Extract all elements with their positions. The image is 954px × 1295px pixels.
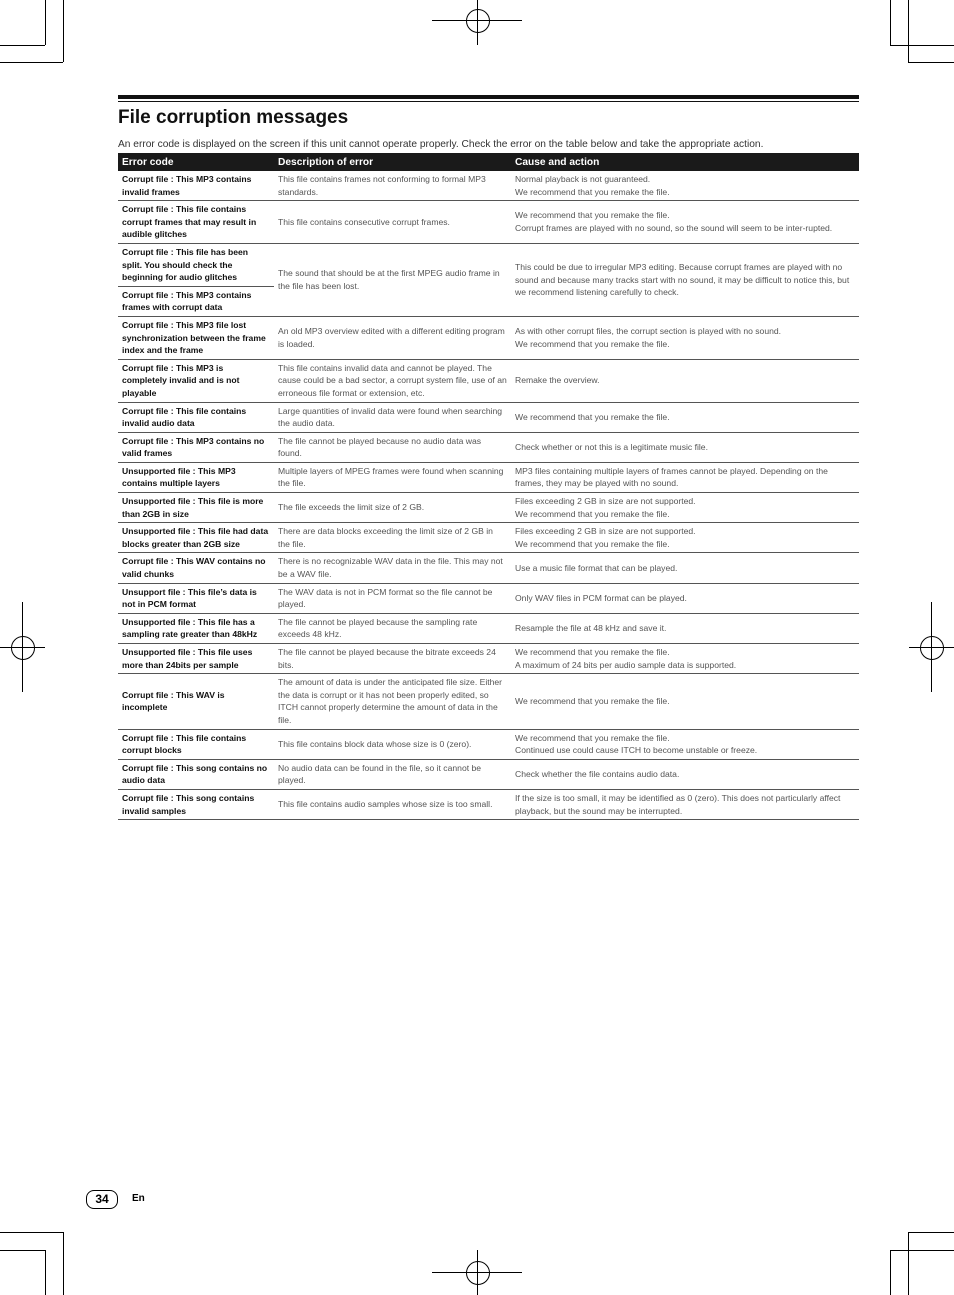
cause-cell: This could be due to irregular MP3 editing. Because corrupt frames are played with no sound and because many tracks start with no sound, it may be difficult to notice this, but we recommend listening carefully to check. — [511, 243, 859, 316]
crop-mark — [890, 1250, 954, 1251]
description-cell: Multiple layers of MPEG frames were found when scanning the file. — [274, 462, 511, 492]
cause-cell: We recommend that you remake the file. Continued use could cause ITCH to become unstable or freeze. — [511, 729, 859, 759]
error-code-cell: Corrupt file : This MP3 contains invalid frames — [118, 171, 274, 201]
description-cell: The file exceeds the limit size of 2 GB. — [274, 493, 511, 523]
cause-cell: Files exceeding 2 GB in size are not supported. We recommend that you remake the file. — [511, 493, 859, 523]
description-cell: This file contains frames not conforming to formal MP3 standards. — [274, 171, 511, 201]
crop-mark — [45, 0, 46, 45]
cause-cell: As with other corrupt files, the corrupt section is played with no sound. We recommend that you remake the file. — [511, 316, 859, 359]
cause-cell: MP3 files containing multiple layers of frames cannot be played. Depending on the frames, they may be played with no sound. — [511, 462, 859, 492]
crop-mark — [63, 0, 64, 62]
cause-cell: We recommend that you remake the file. Corrupt frames are played with no sound, so the sound will seem to be inter-rupted. — [511, 201, 859, 244]
cause-cell: Use a music file format that can be played. — [511, 553, 859, 583]
table-row — [118, 402, 859, 432]
description-cell: The WAV data is not in PCM format so the file cannot be played. — [274, 583, 511, 613]
table-row — [118, 493, 859, 523]
error-code-cell: Corrupt file : This WAV contains no valid chunks — [118, 553, 274, 583]
registration-circle — [11, 636, 35, 660]
description-cell: An old MP3 overview edited with a different editing program is loaded. — [274, 316, 511, 359]
cause-cell: Only WAV files in PCM format can be played. — [511, 583, 859, 613]
error-code-cell: Corrupt file : This file contains corrupt blocks — [118, 729, 274, 759]
table-row — [118, 243, 859, 286]
error-code-cell: Corrupt file : This file contains corrupt frames that may result in audible glitches — [118, 201, 274, 244]
error-code-cell: Corrupt file : This file has been split. You should check the beginning for audio glitches — [118, 243, 274, 286]
description-cell: No audio data can be found in the file, so it cannot be played. — [274, 759, 511, 789]
registration-circle — [920, 636, 944, 660]
crop-mark — [0, 45, 45, 46]
error-code-cell: Corrupt file : This WAV is incomplete — [118, 674, 274, 729]
intro-text: An error code is displayed on the screen if this unit cannot operate properly. Check the error on the table below and take the appropriate action. — [118, 139, 764, 150]
cause-cell: We recommend that you remake the file. — [511, 674, 859, 729]
description-cell: There are data blocks exceeding the limit size of 2 GB in the file. — [274, 523, 511, 553]
crop-mark — [63, 1232, 64, 1295]
table-row — [118, 553, 859, 583]
table-row — [118, 316, 859, 359]
language-label: En — [132, 1193, 145, 1204]
cause-cell: Remake the overview. — [511, 359, 859, 402]
error-code-cell: Unsupported file : This file uses more than 24bits per sample — [118, 644, 274, 674]
table-row — [118, 171, 859, 201]
error-code-cell: Unsupported file : This file has a sampling rate greater than 48kHz — [118, 613, 274, 643]
crop-mark — [908, 1232, 954, 1233]
error-code-cell: Corrupt file : This MP3 file lost synchronization between the frame index and the frame — [118, 316, 274, 359]
description-cell: This file contains audio samples whose size is too small. — [274, 789, 511, 819]
error-code-cell: Corrupt file : This MP3 contains frames with corrupt data — [118, 286, 274, 316]
table-row — [118, 583, 859, 613]
cause-cell: Files exceeding 2 GB in size are not supported. We recommend that you remake the file. — [511, 523, 859, 553]
description-cell: There is no recognizable WAV data in the file. This may not be a WAV file. — [274, 553, 511, 583]
description-cell: This file contains consecutive corrupt frames. — [274, 201, 511, 244]
description-cell: The amount of data is under the anticipated file size. Either the data is corrupt or it has not been properly edited, so ITCH cannot properly determine the amount of data in the file. — [274, 674, 511, 729]
table-row — [118, 462, 859, 492]
crop-mark — [908, 0, 909, 62]
crop-mark — [890, 0, 891, 45]
cause-cell: Normal playback is not guaranteed. We recommend that you remake the file. — [511, 171, 859, 201]
table-row — [118, 789, 859, 819]
cause-cell: Check whether or not this is a legitimate music file. — [511, 432, 859, 462]
description-cell: The file cannot be played because the bitrate exceeds 24 bits. — [274, 644, 511, 674]
table-row — [118, 759, 859, 789]
error-code-cell: Unsupported file : This MP3 contains multiple layers — [118, 462, 274, 492]
table-row — [118, 201, 859, 244]
error-code-cell: Corrupt file : This file contains invalid audio data — [118, 402, 274, 432]
column-header-description: Description of error — [274, 153, 511, 171]
error-code-cell: Unsupported file : This file is more than 2GB in size — [118, 493, 274, 523]
error-code-cell: Corrupt file : This MP3 is completely invalid and is not playable — [118, 359, 274, 402]
cause-cell: If the size is too small, it may be identified as 0 (zero). This does not particularly affect playback, but the sound may be interrupted. — [511, 789, 859, 819]
description-cell: The sound that should be at the first MPEG audio frame in the file has been lost. — [274, 243, 511, 316]
crop-mark — [0, 62, 63, 63]
table-row — [118, 729, 859, 759]
column-header-error-code: Error code — [118, 153, 274, 171]
cause-cell: We recommend that you remake the file. — [511, 402, 859, 432]
table-row — [118, 432, 859, 462]
description-cell: The file cannot be played because no audio data was found. — [274, 432, 511, 462]
table-body — [118, 171, 859, 820]
table-row — [118, 613, 859, 643]
header-rule-thin — [118, 101, 859, 102]
description-cell: Large quantities of invalid data were found when searching the audio data. — [274, 402, 511, 432]
crop-mark — [890, 1250, 891, 1295]
error-table — [118, 153, 859, 820]
registration-circle — [466, 9, 490, 33]
crop-mark — [908, 62, 954, 63]
cause-cell: Check whether the file contains audio data. — [511, 759, 859, 789]
description-cell: The file cannot be played because the sampling rate exceeds 48 kHz. — [274, 613, 511, 643]
description-cell: This file contains block data whose size is 0 (zero). — [274, 729, 511, 759]
page-number: 34 — [86, 1190, 118, 1209]
table-row — [118, 523, 859, 553]
crop-mark — [890, 45, 954, 46]
registration-circle — [466, 1261, 490, 1285]
error-code-cell: Unsupport file : This file’s data is not in PCM format — [118, 583, 274, 613]
error-code-cell: Corrupt file : This song contains invalid samples — [118, 789, 274, 819]
crop-mark — [45, 1250, 46, 1295]
error-code-cell: Unsupported file : This file had data blocks greater than 2GB size — [118, 523, 274, 553]
crop-mark — [0, 1250, 45, 1251]
crop-mark — [0, 1232, 63, 1233]
table-header-row — [118, 153, 859, 171]
cause-cell: Resample the file at 48 kHz and save it. — [511, 613, 859, 643]
cause-cell: We recommend that you remake the file. A maximum of 24 bits per audio sample data is supported. — [511, 644, 859, 674]
error-code-cell: Corrupt file : This MP3 contains no valid frames — [118, 432, 274, 462]
table-row — [118, 644, 859, 674]
table-row — [118, 359, 859, 402]
header-rule — [118, 95, 859, 99]
page-title: File corruption messages — [118, 107, 349, 128]
column-header-cause: Cause and action — [511, 153, 859, 171]
description-cell: This file contains invalid data and cannot be played. The cause could be a bad sector, a corrupt system file, use of an erroneous file format or extension, etc. — [274, 359, 511, 402]
crop-mark — [908, 1232, 909, 1295]
error-code-cell: Corrupt file : This song contains no audio data — [118, 759, 274, 789]
table-row — [118, 674, 859, 729]
